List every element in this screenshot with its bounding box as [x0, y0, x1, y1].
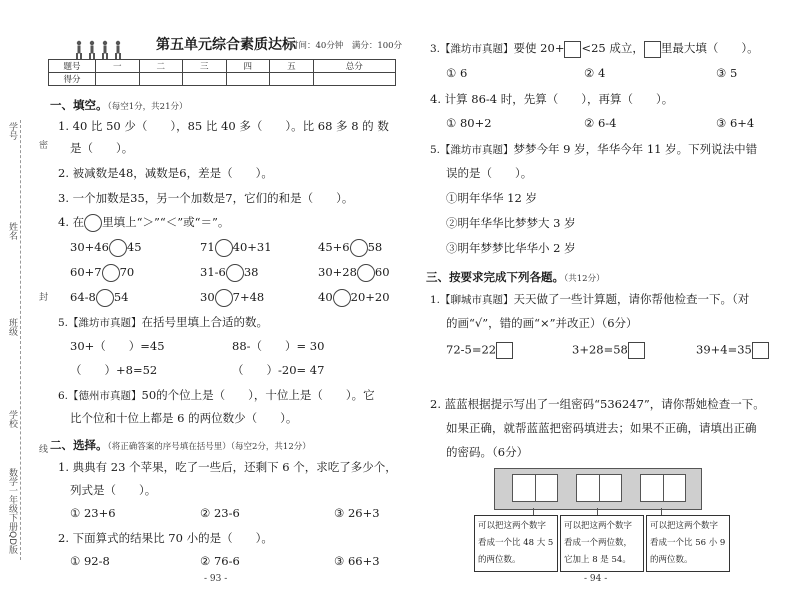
score-input[interactable] — [313, 73, 395, 86]
compare-right: 45 — [126, 240, 142, 254]
check-item — [696, 342, 769, 359]
compare-left: 30+46 — [70, 240, 109, 254]
c1-line2: 列式是（ ）。 — [70, 483, 157, 497]
compare-circle[interactable] — [109, 239, 127, 257]
compare-circle-icon — [84, 214, 102, 232]
seal-mark-1: 密 — [37, 140, 47, 149]
option[interactable]: ③ 5 — [716, 66, 738, 80]
score-cell: 题号 — [49, 60, 96, 73]
compare-item — [318, 264, 390, 282]
c2-line1: 2. 下面算式的结果比 70 小的是（ ）。 — [58, 531, 273, 545]
compare-left: 30 — [200, 290, 215, 304]
option[interactable]: ③明年梦梦比华华小 2 岁 — [446, 241, 576, 255]
section-2-heading: 二、选择。 — [50, 438, 108, 452]
compare-left: 60+7 — [70, 265, 102, 279]
q4-intro — [58, 214, 229, 232]
p1-line1 — [430, 291, 749, 307]
score-header-row — [49, 60, 396, 73]
c4-line1: 4. 计算 86-4 时，先算（ ），再算（ ）。 — [430, 92, 674, 106]
compare-left: 71 — [200, 240, 215, 254]
check-expr: 72-5=22 — [446, 342, 497, 357]
option[interactable]: ③ 66+3 — [334, 554, 380, 568]
option[interactable]: ② 76-6 — [200, 554, 240, 568]
score-input[interactable] — [183, 73, 227, 86]
hint-box-3: 可以把这两个数字看成一个比 56 小 9 的两位数。 — [646, 515, 730, 572]
page-number-left: - 93 - — [204, 574, 228, 584]
compare-item — [70, 289, 128, 307]
option[interactable]: ① 92-8 — [70, 554, 110, 568]
c5-line1 — [430, 141, 757, 157]
check-box[interactable] — [752, 342, 769, 359]
option[interactable]: ① 23+6 — [70, 506, 116, 520]
exam-meta: 时间：40分钟 满分：100分 — [290, 41, 403, 51]
score-input[interactable] — [139, 73, 183, 86]
score-table — [48, 59, 396, 86]
option[interactable]: ② 4 — [584, 66, 606, 80]
seal-mark-3: 线 — [37, 444, 47, 453]
compare-right: 60 — [374, 265, 390, 279]
compare-right: 38 — [243, 265, 259, 279]
digit-slot[interactable] — [513, 475, 536, 501]
compare-circle[interactable] — [96, 289, 114, 307]
compare-item — [200, 239, 272, 257]
seal-mark-2: 封 — [37, 292, 47, 301]
q5-item: 88-（ ）= 30 — [232, 339, 325, 353]
option[interactable]: ③ 6+4 — [716, 116, 755, 130]
q1-line2: 是（ ）。 — [70, 141, 134, 155]
p2-line1: 2. 蓝蓝根据提示写出了一组密码“536247”，请你帮她检查一下。 — [430, 397, 765, 411]
option[interactable]: ②明年华华比梦梦大 3 岁 — [446, 216, 576, 230]
answer-box-icon — [644, 41, 661, 58]
compare-item — [200, 264, 258, 282]
digit-slot[interactable] — [664, 475, 686, 501]
hint-box-2: 可以把这两个数字看成一个两位数，它加上 8 是 54。 — [560, 515, 644, 572]
q5-text: 在括号里填上合适的数。 — [141, 315, 269, 329]
compare-right: 20+20 — [350, 290, 390, 304]
compare-right: 7+48 — [232, 290, 265, 304]
score-cell: 四 — [226, 60, 270, 73]
score-cell: 一 — [96, 60, 140, 73]
compare-circle[interactable] — [215, 289, 233, 307]
section-2-note: （将正确答案的序号填在括号里）（每空2分，共12分） — [107, 442, 311, 452]
option[interactable]: ① 80+2 — [446, 116, 492, 130]
c5-text: 梦梦今年 9 岁，华华今年 11 岁。下列说法中错 — [513, 142, 758, 156]
side-label-school: 学校 — [7, 410, 17, 428]
digit-pair-2 — [576, 474, 622, 502]
page-title: 第五单元综合素质达标 — [156, 37, 296, 53]
score-value-row — [49, 73, 396, 86]
q6-line1 — [58, 387, 375, 403]
option[interactable]: ② 23-6 — [200, 506, 240, 520]
q6-tag: 6.【德州市真题】 — [58, 390, 142, 402]
compare-item — [200, 289, 264, 307]
q5-item: 30+（ ）=45 — [70, 339, 165, 353]
score-label: 得分 — [49, 73, 96, 86]
q1-line1: 1. 40 比 50 少（ ），85 比 40 多（ ）。比 68 多 8 的 数 — [58, 119, 389, 133]
compare-left: 30+28 — [318, 265, 357, 279]
q6-line2: 比个位和十位上都是 6 的两位数少（ ）。 — [70, 411, 298, 425]
compare-item — [70, 264, 134, 282]
binding-line — [20, 120, 21, 560]
p2-line2: 如果正确，就帮蓝蓝把密码填进去；如果不正确，请填出正确 — [446, 421, 757, 435]
compare-item — [318, 239, 382, 257]
check-expr: 3+28=58 — [572, 342, 628, 357]
score-input[interactable] — [226, 73, 270, 86]
p1-line2: 的画“√”，错的画“×”并改正）（6分） — [446, 316, 638, 330]
score-input[interactable] — [96, 73, 140, 86]
c3-tag: 3.【潍坊市真题】 — [430, 43, 514, 55]
digit-slot[interactable] — [577, 475, 600, 501]
c3-line — [430, 40, 759, 58]
page-number-right: - 94 - — [584, 574, 608, 584]
answer-box[interactable] — [564, 41, 581, 58]
q4-intro-b: 里填上“＞”“＜”或“＝”。 — [102, 215, 230, 229]
hint-box-1: 可以把这两个数字看成一个比 48 大 5 的两位数。 — [474, 515, 558, 572]
section-3-note: （共12分） — [564, 274, 605, 284]
q5-item: （ ）+8=52 — [70, 363, 158, 377]
option[interactable]: ①明年华华 12 岁 — [446, 191, 537, 205]
side-label-id: 学号 — [7, 122, 17, 140]
check-item — [572, 342, 645, 359]
c1-line1: 1. 典典有 23 个苹果，吃了一些后，还剩下 6 个，求吃了多少个， — [58, 460, 397, 474]
q3-text: 3. 一个加数是35，另一个加数是7，它们的和是（ ）。 — [58, 191, 354, 205]
digit-slot[interactable] — [600, 475, 622, 501]
compare-circle[interactable] — [350, 239, 368, 257]
q5-line — [58, 314, 268, 330]
compare-circle[interactable] — [215, 239, 233, 257]
check-expr: 39+4=35 — [696, 342, 752, 357]
option[interactable]: ② 6-4 — [584, 116, 617, 130]
score-input[interactable] — [270, 73, 314, 86]
score-cell: 三 — [183, 60, 227, 73]
option[interactable]: ① 6 — [446, 66, 468, 80]
digit-pair-3 — [640, 474, 686, 502]
digit-slot[interactable] — [641, 475, 664, 501]
compare-left: 40 — [318, 290, 333, 304]
compare-right: 40+31 — [232, 240, 272, 254]
score-cell: 总分 — [313, 60, 395, 73]
q2-text: 2. 被减数是48，减数是6，差是（ ）。 — [58, 166, 273, 180]
compare-circle[interactable] — [102, 264, 120, 282]
p1-tag: 1.【聊城市真题】 — [430, 294, 514, 306]
side-label-name: 姓名 — [7, 222, 17, 240]
c5-tag: 5.【潍坊市真题】 — [430, 144, 514, 156]
c3-b: <25 成立， — [581, 41, 644, 55]
c3-c: 里最大填（ ）。 — [660, 41, 759, 55]
p1-text: 天天做了一些计算题，请你帮他检查一下。（对 — [513, 292, 750, 306]
q6-text: 50的个位上是（ ），十位上是（ ）。它 — [141, 388, 375, 402]
section-1-note: （每空1分，共21分） — [107, 102, 188, 112]
compare-right: 54 — [113, 290, 129, 304]
q5-item: （ ）-20= 47 — [232, 363, 325, 377]
compare-item — [318, 289, 390, 307]
c5-line2: 误的是（ ）。 — [446, 166, 533, 180]
option[interactable]: ③ 26+3 — [334, 506, 380, 520]
compare-left: 31-6 — [200, 265, 226, 279]
compare-circle[interactable] — [333, 289, 351, 307]
compare-left: 45+6 — [318, 240, 350, 254]
score-cell: 五 — [270, 60, 314, 73]
q4-intro-a: 4. 在 — [58, 215, 85, 229]
section-3-heading: 三、按要求完成下列各题。 — [426, 270, 564, 284]
section-1-heading: 一、填空。 — [50, 98, 108, 112]
digit-pair-1 — [512, 474, 558, 502]
compare-circle[interactable] — [357, 264, 375, 282]
check-box[interactable] — [628, 342, 645, 359]
q5-tag: 5.【潍坊市真题】 — [58, 317, 142, 329]
compare-left: 64-8 — [70, 290, 96, 304]
compare-right: 58 — [367, 240, 383, 254]
digit-slot[interactable] — [536, 475, 558, 501]
compare-circle[interactable] — [226, 264, 244, 282]
c3-a: 要使 20+ — [513, 41, 565, 55]
score-cell: 二 — [139, 60, 183, 73]
compare-right: 70 — [119, 265, 135, 279]
side-label-class: 班级 — [7, 318, 17, 336]
check-box[interactable] — [496, 342, 513, 359]
p2-line3: 的密码。（6分） — [446, 445, 529, 459]
check-item — [446, 342, 513, 359]
compare-item — [70, 239, 142, 257]
side-label-book: 数学一年级下册QD版 — [7, 468, 17, 555]
